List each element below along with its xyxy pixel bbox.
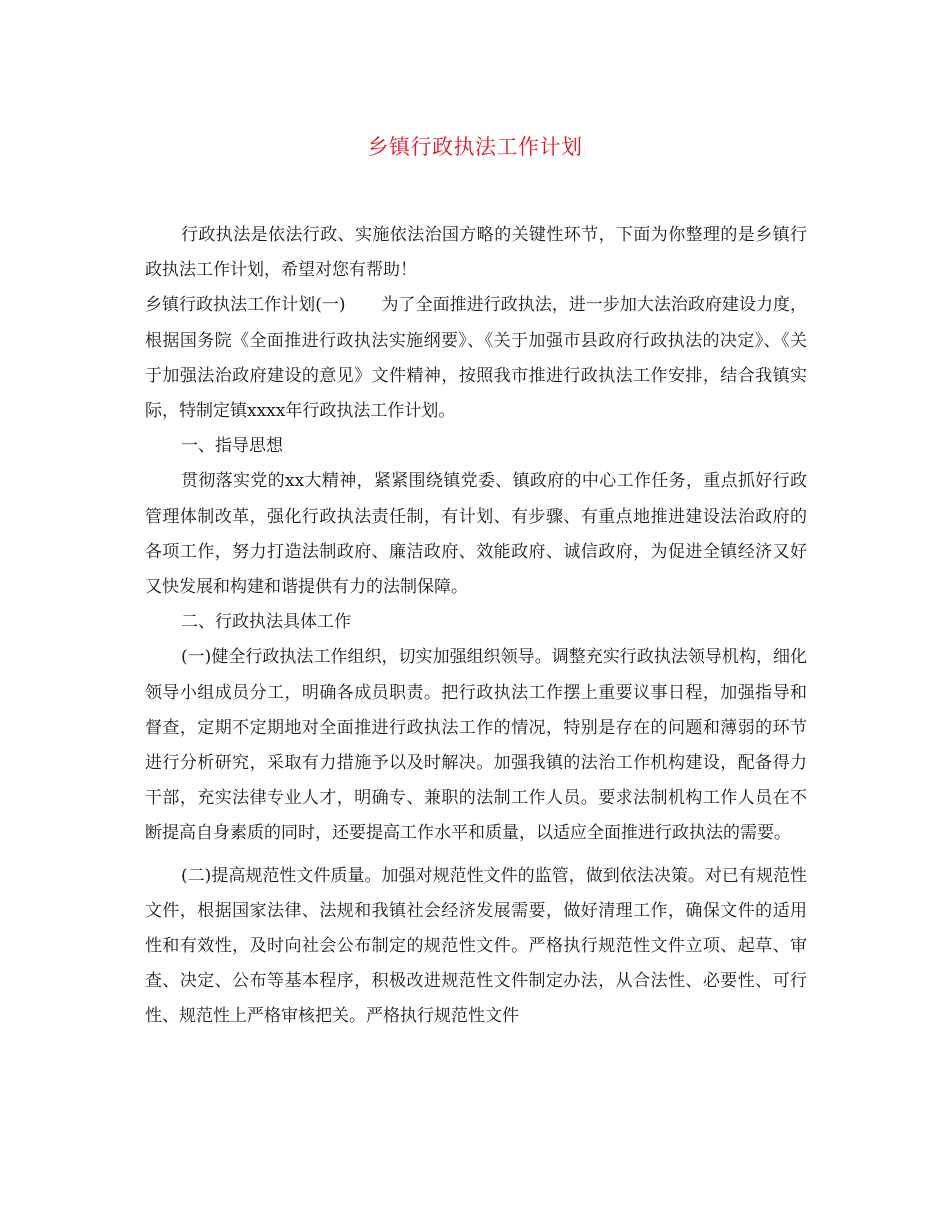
section2-heading: 二、行政执法具体工作 xyxy=(181,612,351,633)
document-title: 乡镇行政执法工作计划 xyxy=(367,135,583,159)
plan-intro-text: 为了全面推进行政执法，进一步加大法治政府建设力度，根据国务院《全面推进行政执法实施纲要》、《关于加强市县政府行政执法的决定》、《关于加强法治政府建设的意见》文件精神，按照我市推进行政执法工作安排，结合我镇实际，特制定镇xxxx年行政执法工作计划。 xyxy=(145,295,808,422)
plan-heading: 乡镇行政执法工作计划(一) xyxy=(145,295,346,316)
document-body xyxy=(145,218,807,1035)
plan-intro-paragraph xyxy=(145,288,807,429)
section1-paragraph: 贯彻落实党的xx大精神，紧紧围绕镇党委、镇政府的中心工作任务，重点抓好行政管理体制改革，强化行政执法责任制，有计划、有步骤、有重点地推进建设法治政府的各项工作，努力打造法制政府、廉洁政府、效能政府、诚信政府，为促进全镇经济又好又快发展和构建和谐提供有力的法制保障。 xyxy=(145,471,807,598)
intro-paragraph: 行政执法是依法行政、实施依法治国方略的关键性环节，下面为你整理的是乡镇行政执法工作计划，希望对您有帮助！ xyxy=(145,225,807,281)
item1-paragraph: (一)健全行政执法工作组织，切实加强组织领导。调整充实行政执法领导机构，细化领导小组成员分工，明确各成员职责。把行政执法工作摆上重要议事日程，加强指导和督查，定期不定期地对全面推进行政执法工作的情况，特别是存在的问题和薄弱的环节进行分析研究，采取有力措施予以及时解决。加强我镇的法治工作机构建设，配备得力干部，充实法律专业人才，明确专、兼职的法制工作人员。要求法制机构工作人员在不断提高自身素质的同时，还要提高工作水平和质量，以适应全面推进行政执法的需要。 xyxy=(145,647,807,844)
section1-heading: 一、指导思想 xyxy=(181,436,283,457)
item2-paragraph: (二)提高规范性文件质量。加强对规范性文件的监管，做到依法决策。对已有规范性文件，根据国家法律、法规和我镇社会经济发展需要，做好清理工作，确保文件的适用性和有效性，及时向社会公布制定的规范性文件。严格执行规范性文件立项、起草、审查、决定、公布等基本程序，积极改进规范性文件制定办法，从合法性、必要性、可行性、规范性上严格审核把关。严格执行规范性文件 xyxy=(145,865,807,1027)
